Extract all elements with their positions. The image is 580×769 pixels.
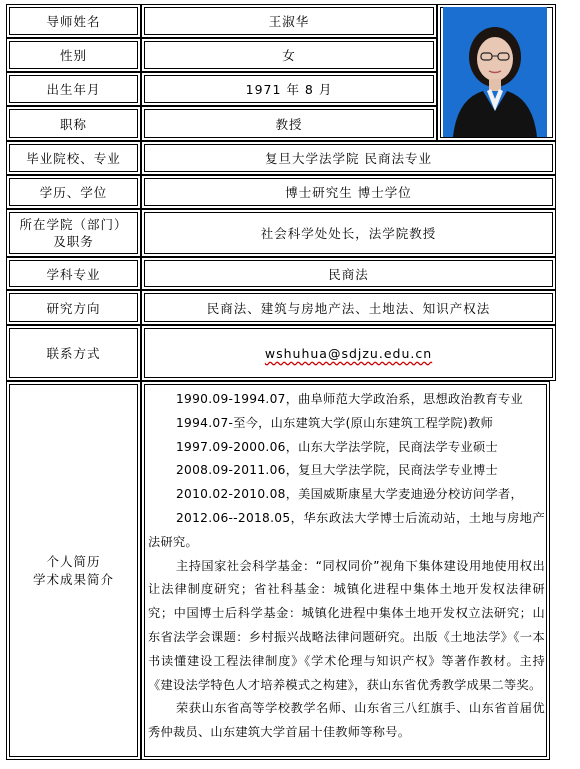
title-label-text: 职称: [59, 116, 87, 132]
gender-value-text: 女: [282, 48, 296, 63]
discipline-label: [6, 257, 141, 290]
bio-label: [6, 381, 141, 760]
bio-item: 2008.09-2011.06，复旦大学法学院，民商法学专业博士: [176, 463, 498, 478]
email-text[interactable]: wshuhua@sdjzu.edu.cn: [264, 345, 433, 361]
bio-label-line1: 个人简历: [46, 553, 101, 569]
dept-value: [141, 209, 556, 257]
degree-label: [6, 175, 141, 209]
title-value: [141, 106, 437, 141]
bio-item: 1997.09-2000.06，山东大学法学院，民商法学专业硕士: [176, 439, 498, 454]
bio-item: 1990.09-1994.07，曲阜师范大学政治系，思想政治教育专业: [176, 392, 523, 406]
school-label-text: 毕业院校、专业: [26, 151, 121, 166]
name-label-text: 导师姓名: [46, 14, 101, 29]
title-value-text: 教授: [275, 116, 303, 132]
research-value: [141, 290, 556, 325]
name-value: [141, 4, 437, 38]
birth-label: [6, 72, 141, 106]
school-value-text: 复旦大学法学院 民商法专业: [265, 151, 432, 166]
contact-value: [141, 325, 556, 381]
school-value: [141, 141, 556, 175]
bio-item-wrapped: 2012.06--2018.05，华东政法大学博士后流动站，土地与房地产法研究。: [148, 510, 545, 549]
discipline-value-text: 民商法: [328, 266, 369, 282]
bio-content: [141, 381, 550, 760]
contact-label: [6, 325, 141, 381]
gender-label-text: 性别: [59, 48, 87, 63]
discipline-label-text: 学科专业: [46, 266, 101, 282]
bio-label-line2: 学术成果简介: [32, 571, 114, 587]
dept-label-line1: 所在学院（部门）: [19, 217, 128, 232]
portrait-image: [443, 7, 547, 137]
portrait-photo: [443, 7, 547, 137]
degree-value-text: 博士研究生 博士学位: [285, 185, 412, 200]
degree-label-text: 学历、学位: [39, 185, 108, 200]
discipline-value: [141, 257, 556, 290]
dept-value-text: 社会科学处处长，法学院教授: [260, 226, 437, 241]
title-label: [6, 106, 141, 141]
school-label: [6, 141, 141, 175]
bio-item: 2010.02-2010.08，美国威斯康星大学麦迪逊分校访问学者，: [176, 487, 523, 502]
gender-value: [141, 38, 437, 72]
degree-value: [141, 175, 556, 209]
bio-honors-paragraph: 荣获山东省高等学校教学名师、山东省三八红旗手、山东省首届优秀仲裁员、山东建筑大学首届十佳教师等称号。: [148, 701, 545, 740]
birth-label-text: 出生年月: [46, 82, 101, 97]
gender-label: [6, 38, 141, 72]
dept-label-line2: 及职务: [53, 234, 94, 249]
research-label: [6, 290, 141, 325]
research-value-text: 民商法、建筑与房地产法、土地法、知识产权法: [206, 300, 491, 316]
name-value-text: 王淑华: [268, 14, 310, 29]
birth-value: [141, 72, 437, 106]
bio-item: 1994.07-至今，山东建筑大学(原山东建筑工程学院)教师: [176, 415, 494, 430]
name-label: [6, 4, 141, 38]
bio-research-paragraph: 主持国家社会科学基金：“同权同价”视角下集体建设用地使用权出让法律制度研究；省社科基金：城镇化进程中集体土地开发权法律研究；中国博士后科学基金：城镇化进程中集体土地开发权立法研究；山东省法学会课题：乡村振兴战略法律问题研究。出版《土地法学》《一本书读懂建设工程法律制度》《学术伦理与知识产权》等著作教材。主持《建设法学特色人才培养模式之构建》，获山东省优秀教学成果二等奖。: [148, 558, 545, 692]
contact-label-text: 联系方式: [46, 346, 101, 361]
dept-label: [6, 209, 141, 257]
research-label-text: 研究方向: [46, 300, 101, 316]
birth-value-text: 1971 年 8 月: [245, 82, 333, 97]
